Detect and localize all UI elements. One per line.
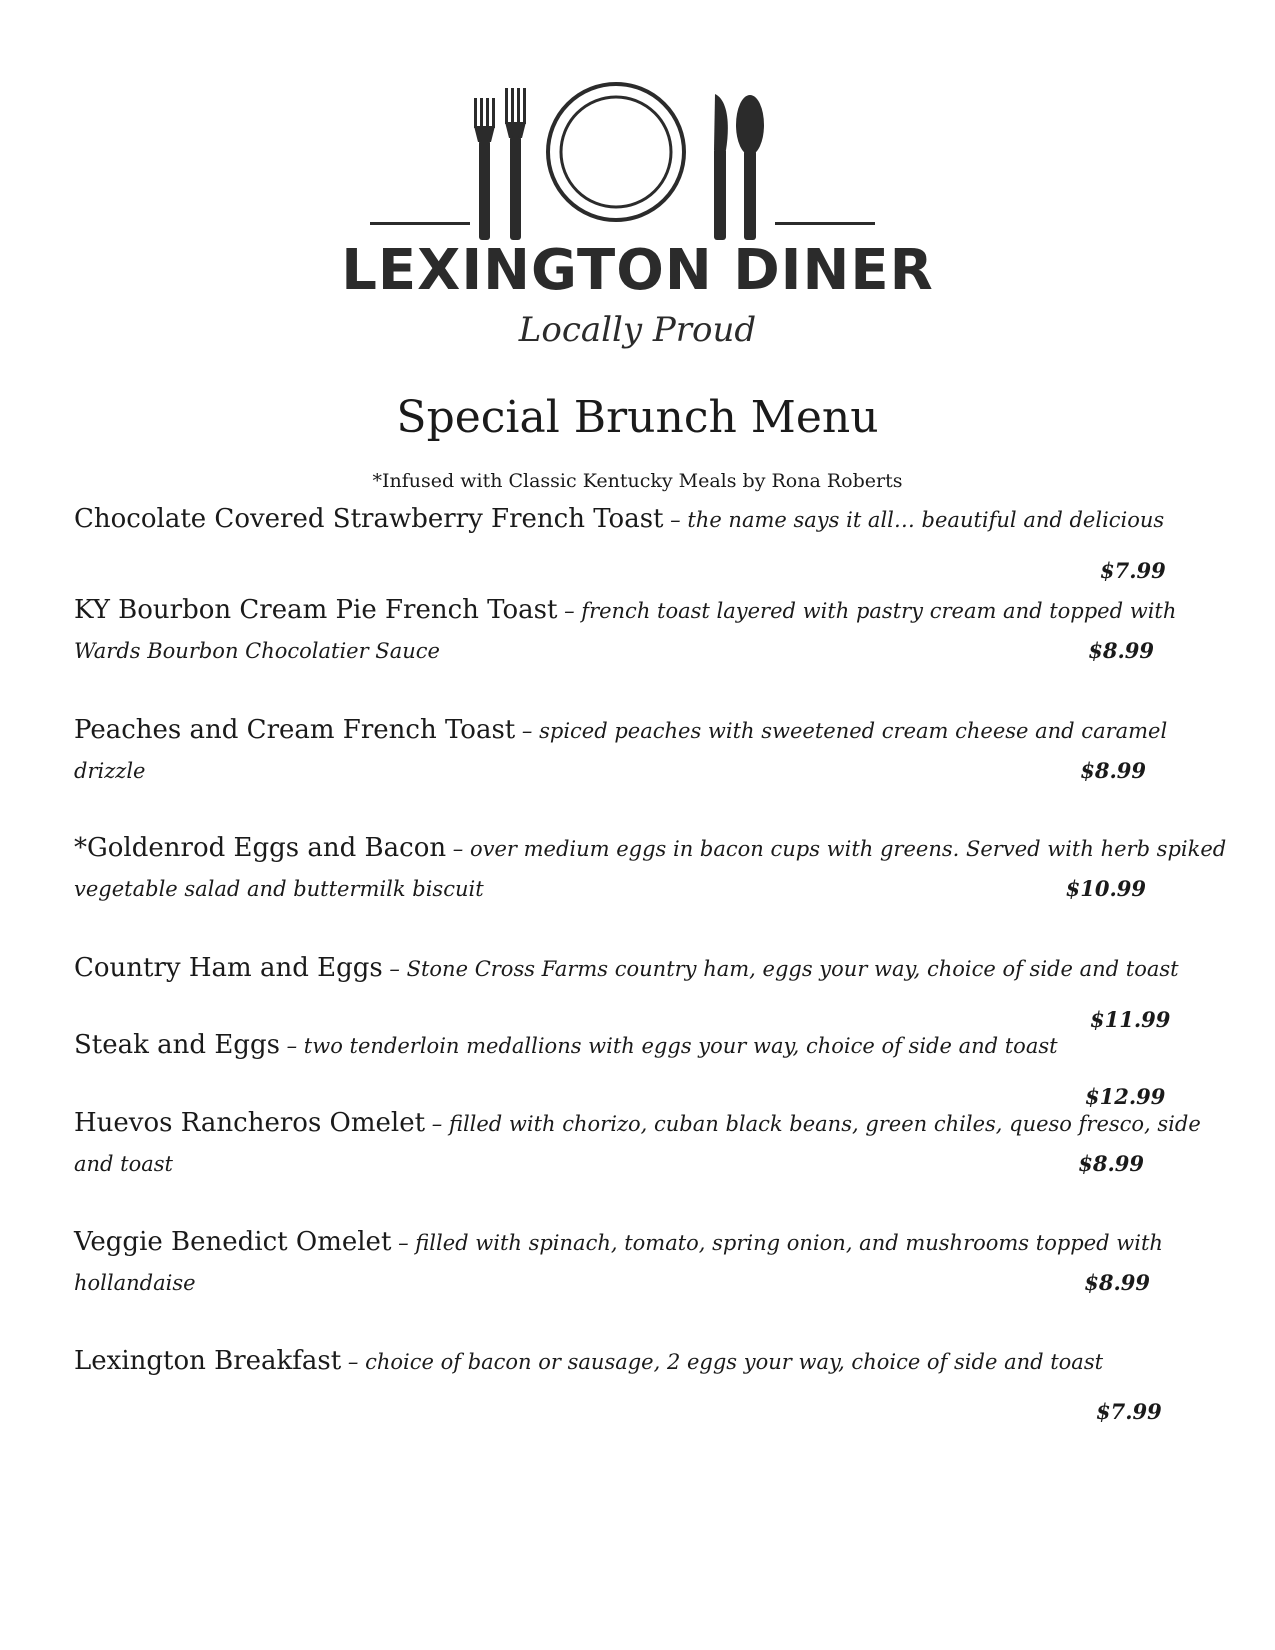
item-separator: –	[557, 599, 582, 623]
item-price: $7.99	[1100, 558, 1166, 583]
menu-item	[74, 499, 1214, 540]
menu-item	[74, 590, 1214, 671]
item-description: the name says it all… beautiful and delicious	[687, 508, 1165, 532]
item-price: $7.99	[1096, 1399, 1162, 1424]
item-separator: –	[425, 1112, 449, 1136]
item-price: $8.99	[1084, 1270, 1150, 1295]
menu-item	[74, 1341, 1214, 1382]
item-name: Steak and Eggs	[74, 1030, 280, 1060]
item-price: $10.99	[1065, 876, 1146, 901]
item-name: KY Bourbon Cream Pie French Toast	[74, 595, 558, 625]
item-separator: –	[391, 1231, 416, 1255]
diner-name: LEXINGTON DINER	[341, 238, 934, 303]
item-name: Huevos Rancheros Omelet	[74, 1108, 426, 1138]
plate-cutlery-logo	[370, 80, 910, 250]
item-description: over medium eggs in bacon cups with greens. Served with herb spiked	[469, 837, 1227, 861]
menu-item	[74, 1103, 1214, 1184]
item-description: filled with chorizo, cuban black beans, green chiles, queso fresco, side	[448, 1112, 1201, 1136]
item-separator: –	[446, 837, 470, 861]
menu-item	[74, 828, 1227, 909]
item-description: Stone Cross Farms country ham, eggs your way, choice of side and toast	[406, 957, 1179, 981]
item-name: Lexington Breakfast	[74, 1346, 342, 1376]
item-description: spiced peaches with sweetened cream cheese and caramel	[539, 719, 1168, 743]
item-separator: –	[279, 1034, 304, 1058]
item-name: *Goldenrod Eggs and Bacon	[74, 833, 447, 863]
item-description-cont: and toast	[74, 1152, 173, 1176]
item-description-cont: hollandaise	[74, 1271, 196, 1295]
item-description: french toast layered with pastry cream and topped with	[581, 599, 1177, 623]
item-price: $12.99	[1085, 1084, 1166, 1109]
page-title: Special Brunch Menu	[396, 392, 879, 443]
item-description: choice of bacon or sausage, 2 eggs your way, choice of side and toast	[365, 1350, 1104, 1374]
item-separator: –	[663, 508, 688, 532]
menu-item	[74, 710, 1214, 791]
item-name: Country Ham and Eggs	[74, 953, 383, 983]
item-description: filled with spinach, tomato, spring onion, and mushrooms topped with	[415, 1231, 1163, 1255]
menu-item	[74, 1222, 1214, 1303]
item-description-cont: Wards Bourbon Chocolatier Sauce	[74, 639, 440, 663]
item-name: Peaches and Cream French Toast	[74, 715, 516, 745]
item-name: Veggie Benedict Omelet	[74, 1227, 392, 1257]
item-description-cont: vegetable salad and buttermilk biscuit	[74, 877, 484, 901]
item-price: $11.99	[1090, 1007, 1171, 1032]
item-separator: –	[515, 719, 540, 743]
item-separator: –	[341, 1350, 366, 1374]
tagline: Locally Proud	[518, 310, 757, 350]
item-name: Chocolate Covered Strawberry French Toast	[74, 504, 664, 534]
menu-item	[74, 948, 1214, 989]
item-description: two tenderloin medallions with eggs your way, choice of side and toast	[303, 1034, 1058, 1058]
item-price: $8.99	[1078, 1151, 1144, 1176]
menu-note: *Infused with Classic Kentucky Meals by Rona Roberts	[372, 470, 903, 492]
menu-item	[74, 1025, 1214, 1066]
item-price: $8.99	[1080, 758, 1146, 783]
item-price: $8.99	[1088, 638, 1154, 663]
item-description-cont: drizzle	[74, 759, 146, 783]
item-separator: –	[382, 957, 407, 981]
